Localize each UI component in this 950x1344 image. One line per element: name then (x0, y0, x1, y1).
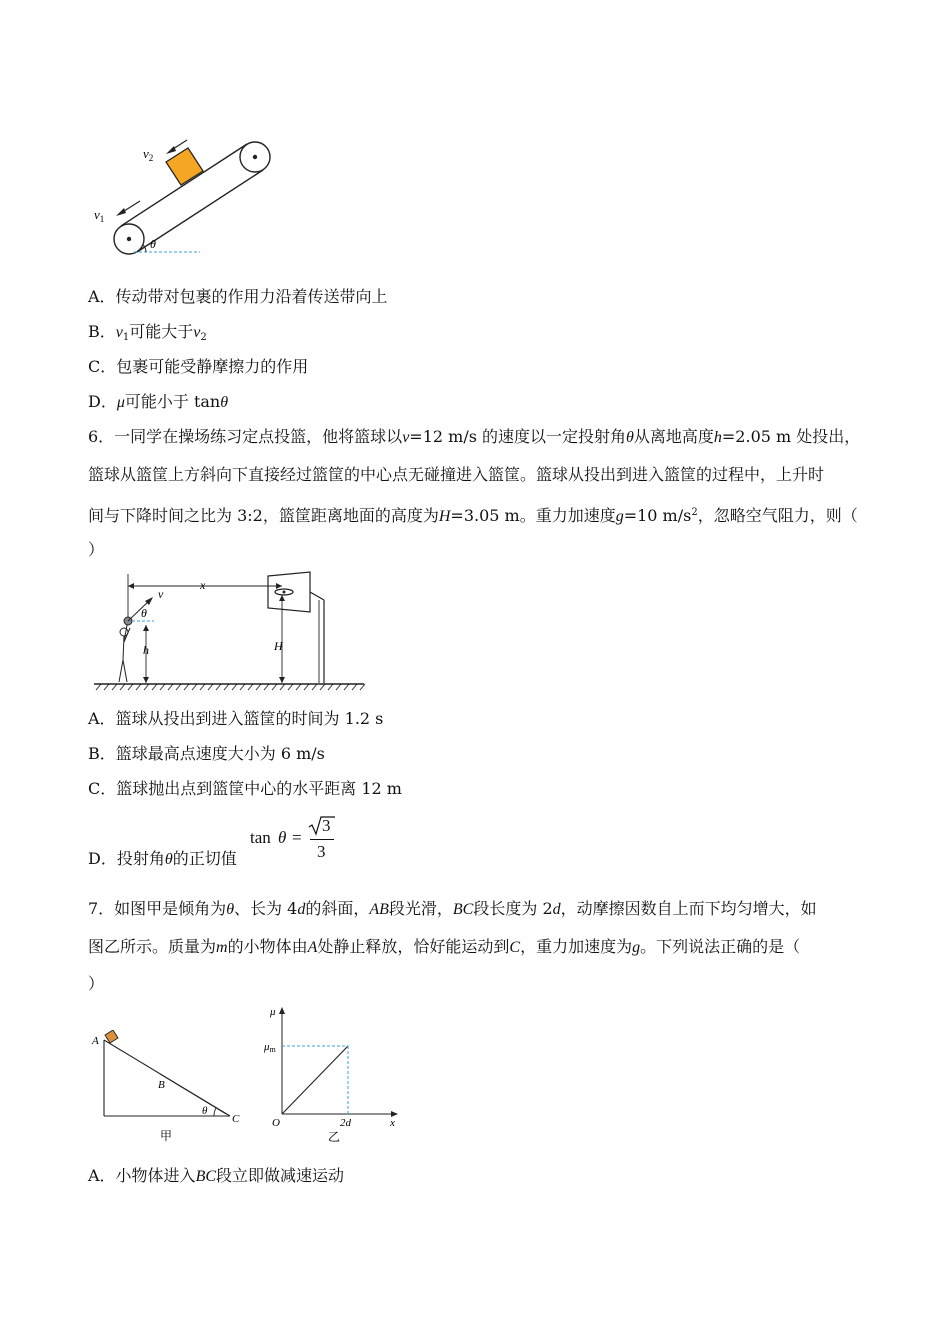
ground (94, 684, 365, 690)
label-B: B (158, 1079, 165, 1091)
package-box (166, 148, 203, 185)
v-label: v (158, 587, 164, 601)
hoop-center (283, 591, 286, 594)
incline-triangle (104, 1040, 230, 1116)
numerator: 3 (322, 816, 331, 835)
upper-pulley-axle (253, 155, 257, 159)
q6-option-c: C．篮球抛出点到篮筐中心的水平距离 12 m (88, 779, 402, 798)
q6-option-b: B．篮球最高点速度大小为 6 m/s (88, 744, 325, 763)
small-block (105, 1030, 118, 1043)
H-label: H (274, 639, 283, 653)
theta-label: θ (150, 237, 156, 251)
q5-option-a: A．传动带对包裹的作用力沿着传送带向上 (88, 287, 388, 306)
q6-option-d-formula: tan θ = 3 3 (250, 814, 340, 864)
q7-stem-line1: 7．如图甲是倾角为θ、长为 4d的斜面，AB段光滑，BC段长度为 2d，动摩擦因数自上而下均匀增大，如 (88, 899, 817, 918)
lower-pulley-axle (127, 237, 131, 241)
incline-figure (88, 1030, 248, 1145)
theta-label: θ (141, 606, 147, 620)
theta-label: θ (202, 1105, 208, 1117)
mu-x-graph (262, 1003, 402, 1143)
label-C: C (232, 1113, 240, 1125)
axes (279, 1007, 398, 1117)
v1-label: $v_1$ (94, 207, 105, 224)
q6-stem-line2: 篮球从篮筐上方斜向下直接经过篮筐的中心点无碰撞进入篮筐。篮球从投出到进入篮筐的过程中，上升时 (88, 465, 825, 484)
label-A: A (92, 1035, 99, 1047)
h-label: h (143, 643, 149, 657)
x-axis-label: x (390, 1117, 395, 1129)
caption-jia: 甲 (160, 1129, 173, 1143)
x-label: x (200, 578, 206, 592)
q7-stem-line2: 图乙所示。质量为m的小物体由A处静止释放，恰好能运动到C，重力加速度为g。下列说法正确的是（ (88, 937, 801, 956)
conveyor-belt-figure (88, 135, 278, 260)
q7-stem-line3: ） (88, 974, 105, 993)
q5-option-b: B．$v_1$可能大于$v_2$ (88, 322, 207, 343)
mu-line (282, 1046, 348, 1114)
q7-option-a: A．小物体进入BC段立即做减速运动 (88, 1166, 345, 1185)
basketball-figure (88, 570, 368, 692)
two-d-label: 2d (340, 1117, 351, 1129)
q6-stem-line3: 间与下降时间之比为 3:2，篮筐距离地面的高度为H=3.05 m。重力加速度g=10 $m/s^2$，忽略空气阻力，则（ (88, 506, 858, 525)
mu-m-label: μm (264, 1041, 276, 1054)
v2-label: $v_2$ (143, 146, 154, 163)
q5-option-c: C．包裹可能受静摩擦力的作用 (88, 357, 309, 376)
q6-option-a: A．篮球从投出到进入篮筐的时间为 1.2 s (88, 709, 384, 728)
q5-option-d: D．μ可能小于 tanθ (88, 392, 229, 411)
fraction-bar (310, 839, 334, 840)
denominator: 3 (317, 842, 326, 861)
q6-stem-line4: ） (88, 540, 105, 559)
caption-yi: 乙 (328, 1130, 341, 1143)
v1-arrow (116, 201, 140, 216)
mu-axis-label: μ (270, 1006, 276, 1018)
origin-label: O (272, 1117, 280, 1129)
person-figure (119, 625, 130, 682)
angle-arc (214, 1108, 216, 1116)
q6-stem-line1: 6．一同学在操场练习定点投篮，他将篮球以v=12 m/s 的速度以一定投射角θ从离地高度h=2.05 m 处投出， (88, 427, 861, 446)
q6-option-d: D．投射角θ的正切值 (88, 849, 237, 868)
